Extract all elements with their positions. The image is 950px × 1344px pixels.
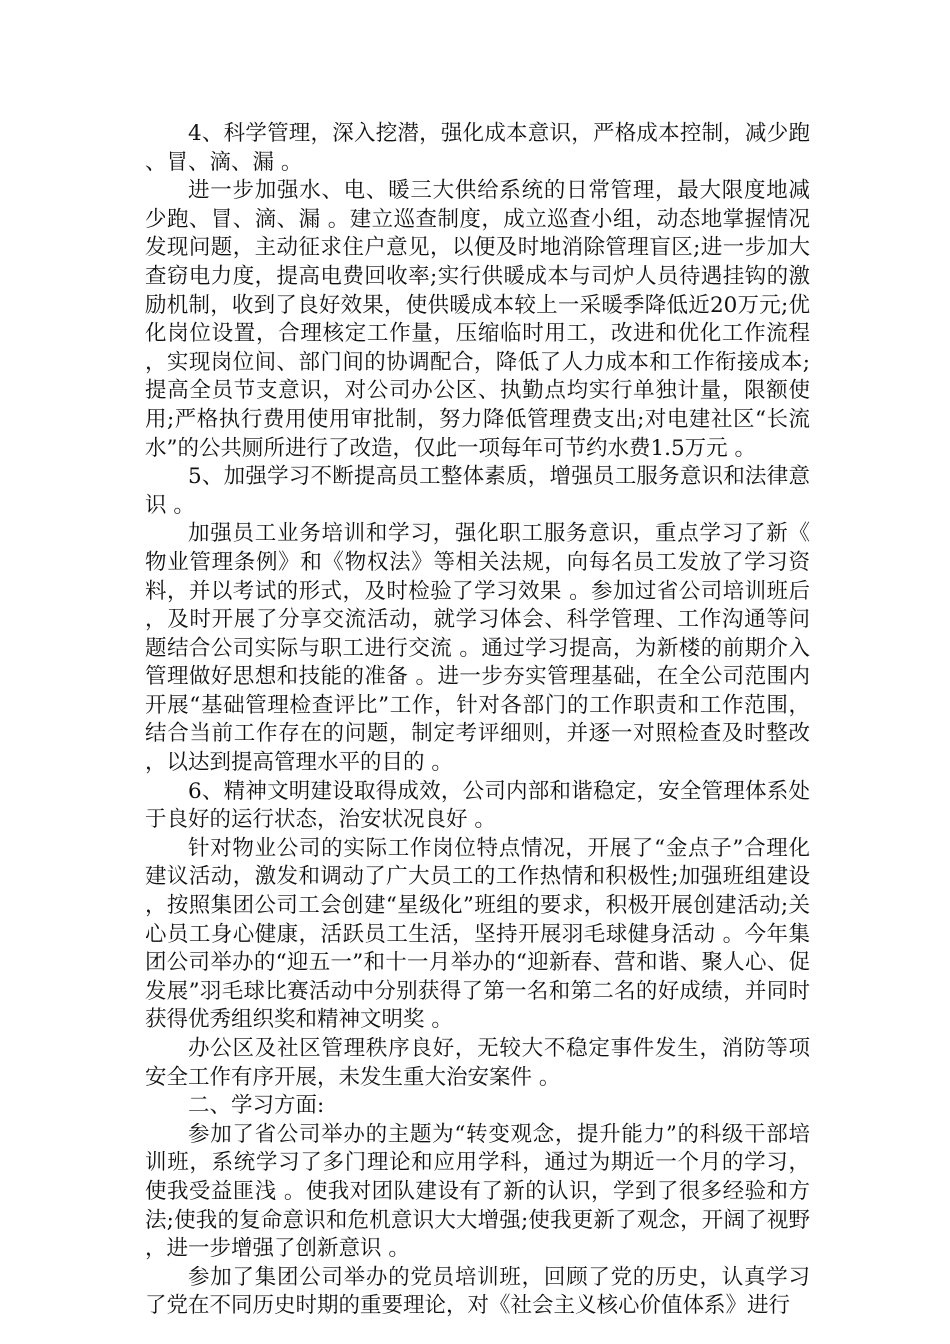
paragraph-security: 办公区及社区管理秩序良好，无较大不稳定事件发生，消防等项安全工作有序开展，未发生重大治安案件 。 (145, 1036, 810, 1090)
paragraph-cadre-training: 参加了省公司举办的主题为“转变观念，提升能力”的科级干部培训班，系统学习了多门理论和应用学科，通过为期近一个月的学习，使我受益匪浅 。使我对团队建设有了新的认识，学到了很多经验和方法;使我的复命意识和危机意识大大增强;使我更新了观念，开阔了视野，进一步增强了创新意识 。 (145, 1121, 810, 1262)
paragraph-party-training: 参加了集团公司举办的党员培训班，回顾了党的历史，认真学习了党在不同历史时期的重要理论，对《社会主义核心价值体系》进行 (145, 1264, 810, 1319)
paragraph-staff-training: 加强员工业务培训和学习，强化职工服务意识，重点学习了新《物业管理条例》和《物权法》等相关法规，向每名员工发放了学习资料，并以考试的形式，及时检验了学习效果 。参加过省公司培训班后，及时开展了分享交流活动，就学习体会、科学管理、工作沟通等问题结合公司实际与职工进行交流 。通过学习提高，为新楼的前期介入管理做好思想和技能的准备 。进一步夯实管理基础，在全公司范围内开展“基础管理检查评比”工作，针对各部门的工作职责和工作范围，结合当前工作存在的问题，制定考评细则，并逐一对照检查及时整改，以达到提高管理水平的目的 。 (145, 521, 810, 776)
paragraph-heading-4: 4、科学管理，深入挖潜，强化成本意识，严格成本控制，减少跑、冒、滴、漏 。 (145, 121, 810, 175)
section-heading-learning: 二、学习方面: (188, 1093, 325, 1119)
paragraph-activities: 针对物业公司的实际工作岗位特点情况，开展了“金点子”合理化建议活动，激发和调动了广大员工的工作热情和积极性;加强班组建设，按照集团公司工会创建“星级化”班组的要求，积极开展创建活动;关心员工身心健康，活跃员工生活，坚持开展羽毛球健身活动 。今年集团公司举办的“迎五一”和十一月举办的“迎新春、营和谐、聚人心、促发展”羽毛球比赛活动中分别获得了第一名和第二名的好成绩，并同时获得优秀组织奖和精神文明奖 。 (145, 835, 810, 1033)
paragraph-cost-control: 进一步加强水、电、暖三大供给系统的日常管理，最大限度地减少跑、冒、滴、漏 。建立巡查制度，成立巡查小组，动态地掌握情况发现问题，主动征求住户意见，以便及时地消除管理盲区;进一步加大查窃电力度，提高电费回收率;实行供暖成本与司炉人员待遇挂钩的激励机制，收到了良好效果，使供暖成本较上一采暖季降低近20万元;优化岗位设置，合理核定工作量，压缩临时用工，改进和优化工作流程，实现岗位间、部门间的协调配合，降低了人力成本和工作衔接成本;提高全员节支意识，对公司办公区、执勤点均实行单独计量，限额使用;严格执行费用使用审批制，努力降低管理费支出;对电建社区“长流水”的公共厕所进行了改造，仅此一项每年可节约水费1.5万元 。 (145, 178, 810, 461)
paragraph-heading-5: 5、加强学习不断提高员工整体素质，增强员工服务意识和法律意识 。 (145, 464, 810, 518)
document-body (145, 120, 810, 1321)
paragraph-heading-6: 6、精神文明建设取得成效，公司内部和谐稳定，安全管理体系处于良好的运行状态，治安状况良好 。 (145, 778, 810, 833)
